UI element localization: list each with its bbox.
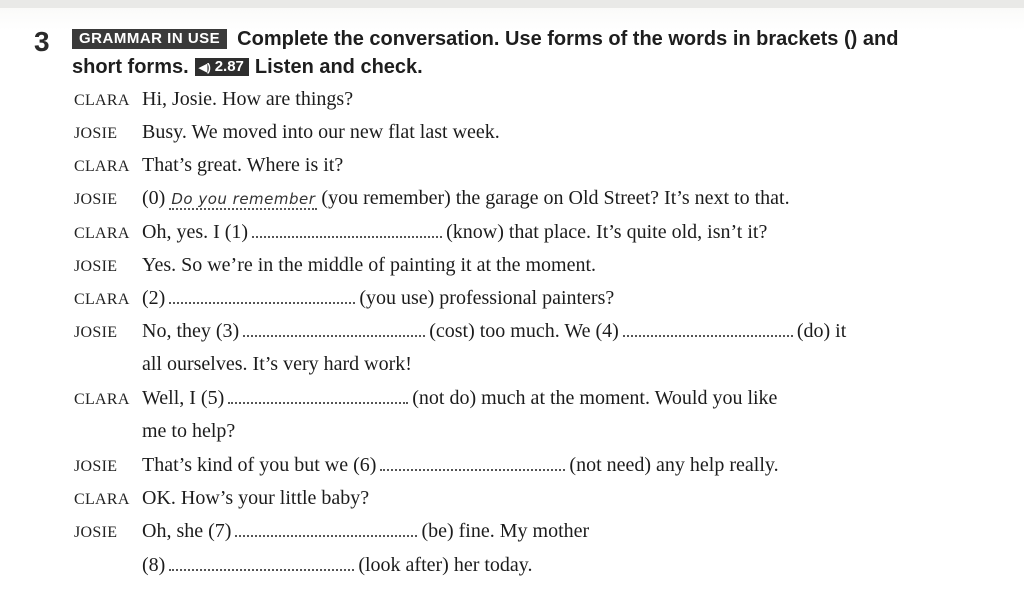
dialogue-text: That’s kind of you but we (6) bbox=[142, 454, 377, 476]
dialogue-text: (be) fine. My mother bbox=[421, 520, 590, 542]
dialogue-line bbox=[74, 520, 589, 550]
dialogue-line bbox=[74, 320, 846, 350]
dialogue-line bbox=[74, 187, 790, 217]
dialogue-line bbox=[74, 287, 614, 317]
speaker-icon: ◀) bbox=[198, 62, 211, 74]
dialogue-line bbox=[74, 154, 343, 184]
answer-gap-2[interactable] bbox=[169, 288, 355, 304]
grammar-in-use-tag: GRAMMAR IN USE bbox=[72, 29, 227, 49]
speaker-label: JOSIE bbox=[74, 258, 118, 275]
audio-track-number: 2.87 bbox=[214, 58, 244, 75]
dialogue-text: Well, I (5) bbox=[142, 387, 225, 409]
dialogue-line bbox=[74, 254, 596, 284]
speaker-label: CLARA bbox=[74, 92, 130, 109]
dialogue-text: (do) it bbox=[796, 320, 847, 342]
speaker-label: CLARA bbox=[74, 491, 130, 508]
gap-number: (8) bbox=[142, 554, 166, 576]
speaker-label: CLARA bbox=[74, 291, 130, 308]
dialogue-text: Oh, yes. I (1) bbox=[142, 221, 249, 243]
answer-gap-3[interactable] bbox=[243, 321, 425, 337]
speaker-label: JOSIE bbox=[74, 324, 118, 341]
gap-number: (0) bbox=[142, 187, 166, 209]
dialogue-text: (know) that place. It’s quite old, isn’t it? bbox=[446, 221, 768, 243]
dialogue-text: (cost) too much. We (4) bbox=[429, 320, 619, 342]
gap-number: (2) bbox=[142, 287, 166, 309]
dialogue-text: That’s great. Where is it? bbox=[142, 154, 344, 176]
example-answer: Do you remember bbox=[171, 190, 316, 208]
audio-track-badge[interactable] bbox=[195, 58, 249, 76]
instruction-text-2a: short forms. bbox=[72, 56, 189, 78]
dialogue-text: No, they (3) bbox=[142, 320, 240, 342]
dialogue-text: Oh, she (7) bbox=[142, 520, 232, 542]
dialogue-text: (you remember) the garage on Old Street? It’s next to that. bbox=[321, 187, 790, 209]
dialogue-line bbox=[74, 454, 779, 484]
answer-gap-5[interactable] bbox=[228, 388, 408, 404]
exercise-number: 3 bbox=[34, 26, 50, 57]
speaker-label: CLARA bbox=[74, 158, 130, 175]
page-top-edge bbox=[0, 0, 1024, 8]
dialogue-text: Yes. So we’re in the middle of painting it at the moment. bbox=[142, 254, 597, 276]
dialogue-line bbox=[74, 121, 500, 151]
dialogue-text: (you use) professional painters? bbox=[359, 287, 615, 309]
exercise-instruction-line-2 bbox=[72, 56, 423, 79]
speaker-label: CLARA bbox=[74, 225, 130, 242]
dialogue-continuation: all ourselves. It’s very hard work! bbox=[142, 353, 412, 375]
answer-gap-7[interactable] bbox=[235, 521, 417, 537]
speaker-label: JOSIE bbox=[74, 191, 118, 208]
dialogue-line bbox=[74, 487, 369, 517]
dialogue-line bbox=[74, 221, 767, 251]
dialogue-continuation bbox=[142, 554, 533, 577]
dialogue-text: OK. How’s your little baby? bbox=[142, 487, 370, 509]
dialogue-continuation: me to help? bbox=[142, 420, 236, 442]
speaker-label: JOSIE bbox=[74, 125, 118, 142]
answer-gap-1[interactable] bbox=[252, 222, 442, 238]
dialogue-text: (not do) much at the moment. Would you like bbox=[412, 387, 778, 409]
dialogue-text: Hi, Josie. How are things? bbox=[142, 88, 354, 110]
answer-gap-6[interactable] bbox=[380, 455, 565, 471]
answer-gap-8[interactable] bbox=[169, 555, 354, 571]
answer-gap-4[interactable] bbox=[623, 321, 793, 337]
speaker-label: JOSIE bbox=[74, 458, 118, 475]
speaker-label: CLARA bbox=[74, 391, 130, 408]
dialogue-line bbox=[74, 88, 353, 118]
dialogue-text: Busy. We moved into our new flat last week. bbox=[142, 121, 500, 143]
instruction-text-2b: Listen and check. bbox=[254, 56, 423, 78]
dialogue-text: (not need) any help really. bbox=[569, 454, 779, 476]
dialogue-line bbox=[74, 387, 777, 417]
dialogue-text: (look after) her today. bbox=[358, 554, 533, 576]
instruction-text-1: Complete the conversation. Use forms of the words in brackets () and bbox=[237, 28, 899, 50]
exercise-instruction-line-1 bbox=[72, 28, 898, 51]
speaker-label: JOSIE bbox=[74, 524, 118, 541]
